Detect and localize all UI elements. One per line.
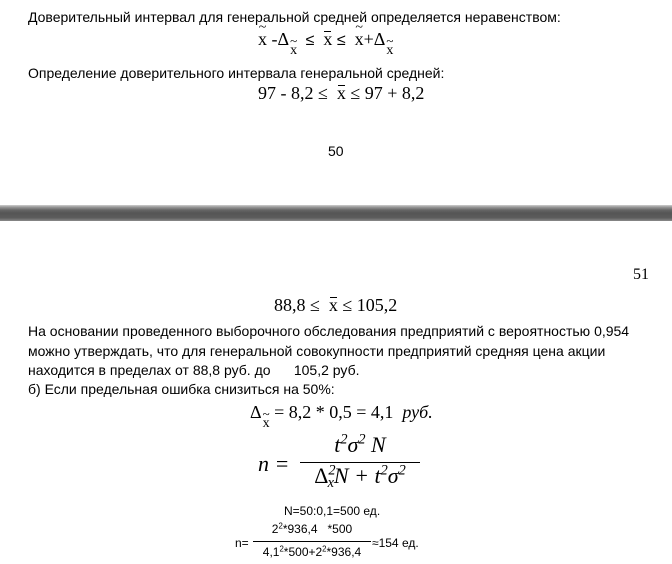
conclusion-line-1: На основании проведенного выборочного обследования предприятий с вероятностью 0,954 [28,323,630,339]
calc-result: ≈154 ед. [372,536,419,550]
delta-subscript-2: ~ x [386,43,393,59]
x-tilde: ~ x [258,29,267,50]
calc-lhs: n= [235,536,249,550]
x-tilde-2: ~ x [355,29,364,50]
n-population-line: N=50:0,1=500 ед. [284,504,381,518]
delta-rhs: = 8,2 * 0,5 = 4,1 [274,402,394,422]
result-x-bar: x [328,295,338,315]
delta-subscript-3: ~ x [263,416,270,432]
intro-line: Доверительный интервал для генеральной средней определяется неравенством: [28,9,561,25]
part-b-heading: б) Если предельная ошибка снизиться на 50%: [28,381,335,397]
calc-denominator: $4,1^2*500+2^2*936,4$ [262,544,362,559]
page-break-divider [0,205,672,221]
conclusion-line-2: можно утверждать, что для генеральной совокупности предприятий средняя цена акции [28,343,606,359]
interval-expression [258,83,424,104]
leq-sign-2: ≤ [336,32,346,49]
confidence-inequality [258,29,393,59]
delta-symbol-2: Δ [373,29,386,49]
n-formula-denominator: $\Delta^2_xN + t^2\sigma^2$ [314,462,406,491]
unit-rub: руб. [402,402,433,422]
n-formula-lhs: n = [258,451,290,476]
calc-fraction-bar [253,541,371,542]
calc-numerator: $2^2*936,4$ *500 [271,521,353,536]
delta-symbol-3: Δ [250,402,262,422]
page-number-51: 51 [633,266,649,283]
leq-sign: ≤ [305,32,315,49]
plus-sign: + [363,29,374,49]
delta-symbol: Δ [277,29,290,49]
result-interval [274,295,397,316]
x-bar: x [323,29,333,49]
interval-left: 97 - 8,2 ≤ [258,83,328,103]
result-left: 88,8 ≤ [274,295,320,315]
reduced-delta-equation [250,402,433,432]
conclusion-line-3: находится в пределах от 88,8 руб. до 105,2 руб. [28,362,360,378]
page-number-50: 50 [328,143,344,159]
interval-x-bar: x [336,83,346,103]
n-formula-numerator: $t^2\sigma^2$ N [334,431,386,457]
result-right: ≤ 105,2 [342,295,398,315]
interval-right: ≤ 97 + 8,2 [350,83,425,103]
minus-sign: - [271,29,278,49]
delta-subscript: ~ x [290,43,297,59]
definition-line: Определение доверительного интервала генеральной средней: [28,65,445,81]
